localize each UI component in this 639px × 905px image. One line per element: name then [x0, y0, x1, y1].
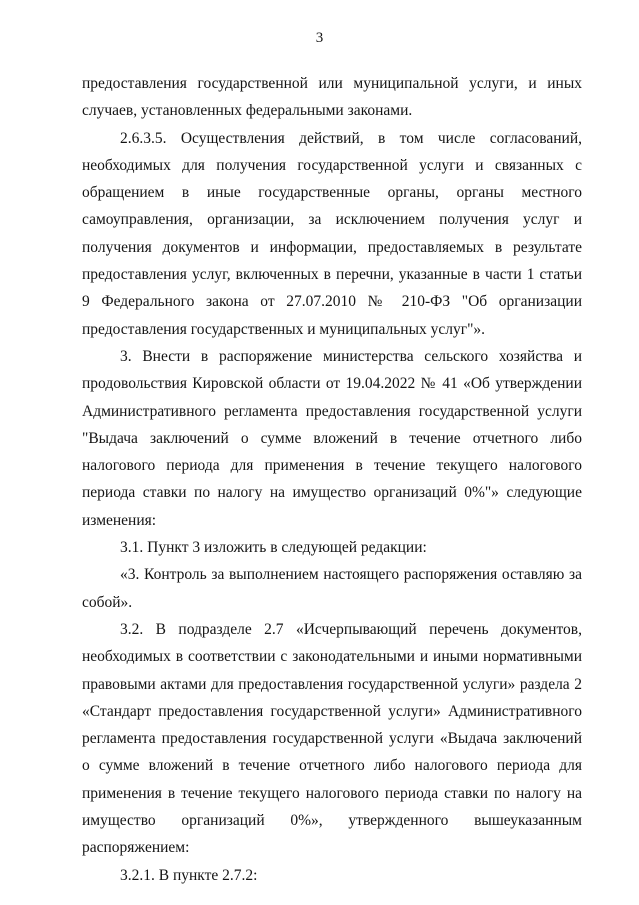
paragraph-3-2: 3.2. В подразделе 2.7 «Исчерпывающий перечень документов, необходимых в соответствии с законодательными и иными нормативными правовыми актами для предоставления государственной услуги» раздела 2 «Стандарт предоставления государственной услуги» Административного регламента предоставления государственной услуги «Выдача заключений о сумме вложений в течение отчетного либо налогового периода для применения в течение текущего налогового периода ставки по налогу на имущество организаций 0%», утвержденного вышеуказанным распоряжением:	[82, 620, 582, 857]
document-body	[82, 70, 582, 889]
paragraph-3: 3. Внести в распоряжение министерства сельского хозяйства и продовольствия Кировской области от 19.04.2022 № 41 «Об утверждении Административного регламента предоставления государственной услуги "Выдача заключений о сумме вложений в течение отчетного либо налогового периода для применения в течение текущего налогового периода ставки по налогу на имущество организаций 0%"» следующие изменения:	[82, 347, 582, 529]
paragraph-3-2-1: 3.2.1. В пункте 2.7.2:	[120, 866, 258, 884]
paragraph-2-6-3-5: 2.6.3.5. Осуществления действий, в том числе согласований, необходимых для получения государственной услуги и связанных с обращением в иные государственные органы, органы местного самоуправления, организации, за исключением получения услуг и получения документов и информации, предоставляемых в результате предоставления услуг, включенных в перечни, указанные в части 1 статьи 9 Федерального закона от 27.07.2010 № 210-ФЗ "Об организации предоставления государственных и муниципальных услуг"».	[82, 129, 582, 338]
paragraph-quote-3: «3. Контроль за выполнением настоящего распоряжения оставляю за собой».	[82, 566, 582, 611]
paragraph-continuation: предоставления государственной или муниципальной услуги, и иных случаев, установленных федеральными законами.	[82, 75, 582, 120]
page-number: 3	[315, 30, 324, 46]
paragraph-3-1: 3.1. Пункт 3 изложить в следующей редакции:	[120, 539, 427, 557]
